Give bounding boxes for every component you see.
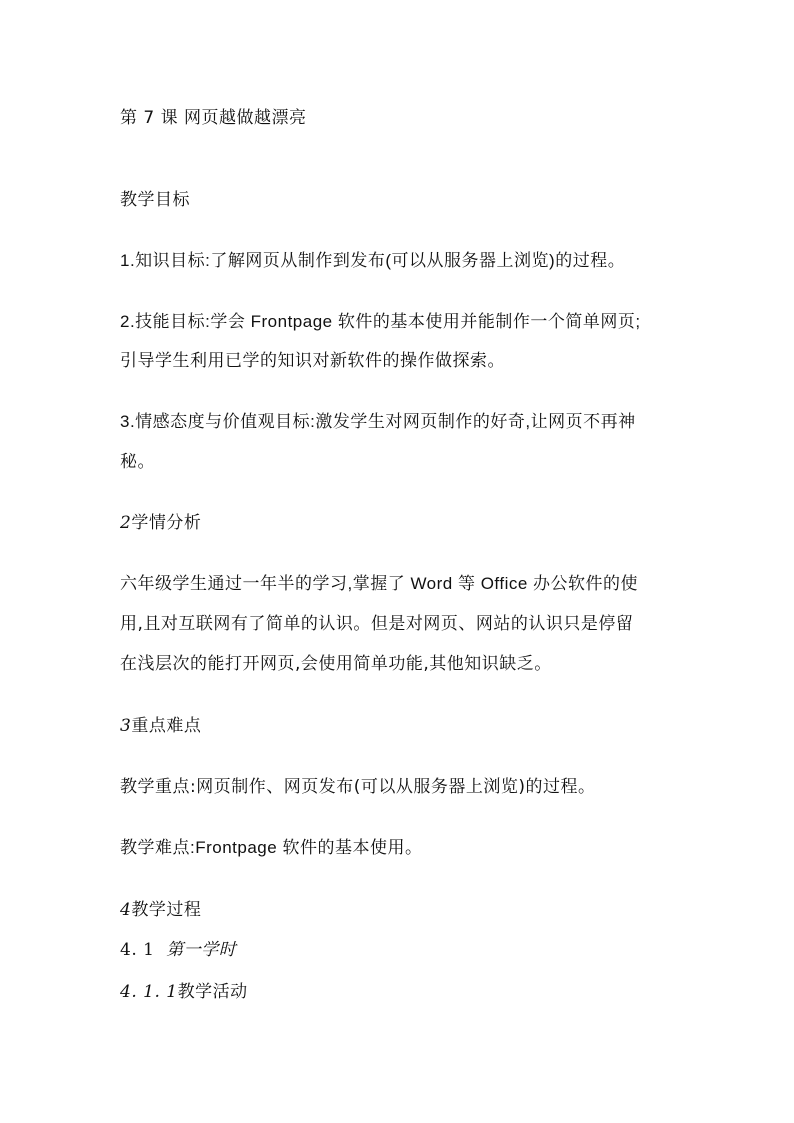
analysis-text-continued: 用,且对互联网有了简单的认识。但是对网页、网站的认识只是停留: [120, 614, 634, 634]
subsection-first-period: [120, 940, 236, 960]
goal-skill-line2: [120, 351, 505, 371]
difficulty: [120, 838, 422, 858]
lesson-title-text: 第 7 课 网页越做越漂亮: [120, 108, 307, 128]
subsection-teaching-activity: [120, 982, 248, 1002]
difficulty-text: 教学难点:Frontpage 软件的基本使用。: [120, 838, 423, 857]
key-point-text: 教学重点:网页制作、网页发布(可以从服务器上浏览)的过程。: [120, 777, 596, 797]
goal-attitude-line2: [120, 452, 155, 472]
analysis-text: 六年级学生通过一年半的学习,掌握了 Word 等 Office 办公软件的使: [120, 574, 639, 593]
subsection-heading-text: 第一学时: [166, 940, 237, 960]
goal-skill-text-continued: 引导学生利用已学的知识对新软件的操作做探索。: [120, 351, 505, 371]
section-number: 2: [120, 513, 132, 533]
subsection-number: 4. 1. 1: [120, 982, 178, 1002]
goal-attitude-text-continued: 秘。: [120, 452, 155, 472]
analysis-line1: [120, 574, 638, 594]
subsection-heading-text: 教学活动: [177, 982, 248, 1002]
lesson-title: [120, 108, 307, 128]
section-number: 3: [120, 716, 132, 736]
goal-skill-text: 2.技能目标:学会 Frontpage 软件的基本使用并能制作一个简单网页;: [120, 312, 641, 331]
key-point: [120, 777, 596, 797]
section-number: 4: [120, 900, 132, 920]
goal-knowledge-text: 1.知识目标:了解网页从制作到发布(可以从服务器上浏览)的过程。: [120, 251, 626, 270]
section-heading-analysis: [120, 513, 201, 533]
section-heading-objectives: [120, 190, 190, 210]
analysis-line2: [120, 614, 633, 634]
subsection-number: 4. 1: [120, 940, 155, 960]
section-heading-process: [120, 900, 201, 920]
goal-skill-line1: [120, 312, 641, 332]
goal-attitude-text: 3.情感态度与价值观目标:激发学生对网页制作的好奇,让网页不再神: [120, 412, 636, 431]
section-heading-text: 重点难点: [131, 716, 202, 736]
analysis-text-continued: 在浅层次的能打开网页,会使用简单功能,其他知识缺乏。: [120, 654, 552, 674]
section-heading-text: 教学目标: [120, 190, 190, 210]
section-heading-text: 学情分析: [131, 513, 202, 533]
analysis-line3: [120, 654, 552, 674]
section-heading-key-points: [120, 716, 201, 736]
goal-attitude-line1: [120, 412, 636, 432]
goal-knowledge: [120, 251, 625, 271]
section-heading-text: 教学过程: [131, 900, 202, 920]
